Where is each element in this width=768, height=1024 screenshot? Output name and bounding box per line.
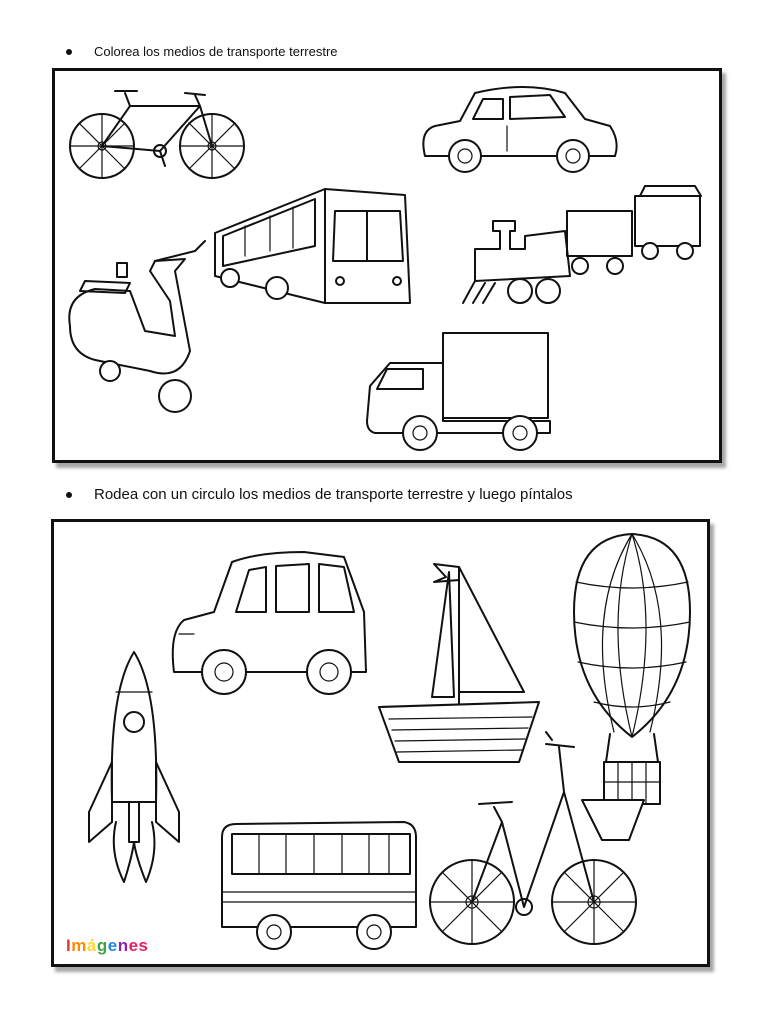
instruction-1-text: Colorea los medios de transporte terrestre xyxy=(94,44,338,59)
bicycle-icon xyxy=(430,732,644,944)
scooter-icon xyxy=(69,241,205,412)
bus-icon xyxy=(215,189,410,303)
bus-icon xyxy=(222,822,416,949)
coloring-panel-1 xyxy=(52,68,722,463)
watermark-logo: Imágenes xyxy=(66,936,149,955)
bullet-icon xyxy=(66,492,72,498)
instruction-2 xyxy=(66,486,573,503)
rocket-icon xyxy=(89,652,179,882)
coloring-panel-2 xyxy=(51,519,710,967)
train-icon xyxy=(463,186,701,303)
sailboat-icon xyxy=(379,564,539,762)
instruction-2-text: Rodea con un circulo los medios de transporte terrestre y luego píntalos xyxy=(94,486,573,503)
truck-icon xyxy=(367,333,550,450)
instruction-1 xyxy=(66,44,338,59)
car-icon xyxy=(423,87,616,172)
bullet-icon xyxy=(66,49,72,55)
hot-air-balloon-icon xyxy=(574,534,690,804)
bicycle-icon xyxy=(70,91,244,178)
car-icon xyxy=(173,552,366,694)
